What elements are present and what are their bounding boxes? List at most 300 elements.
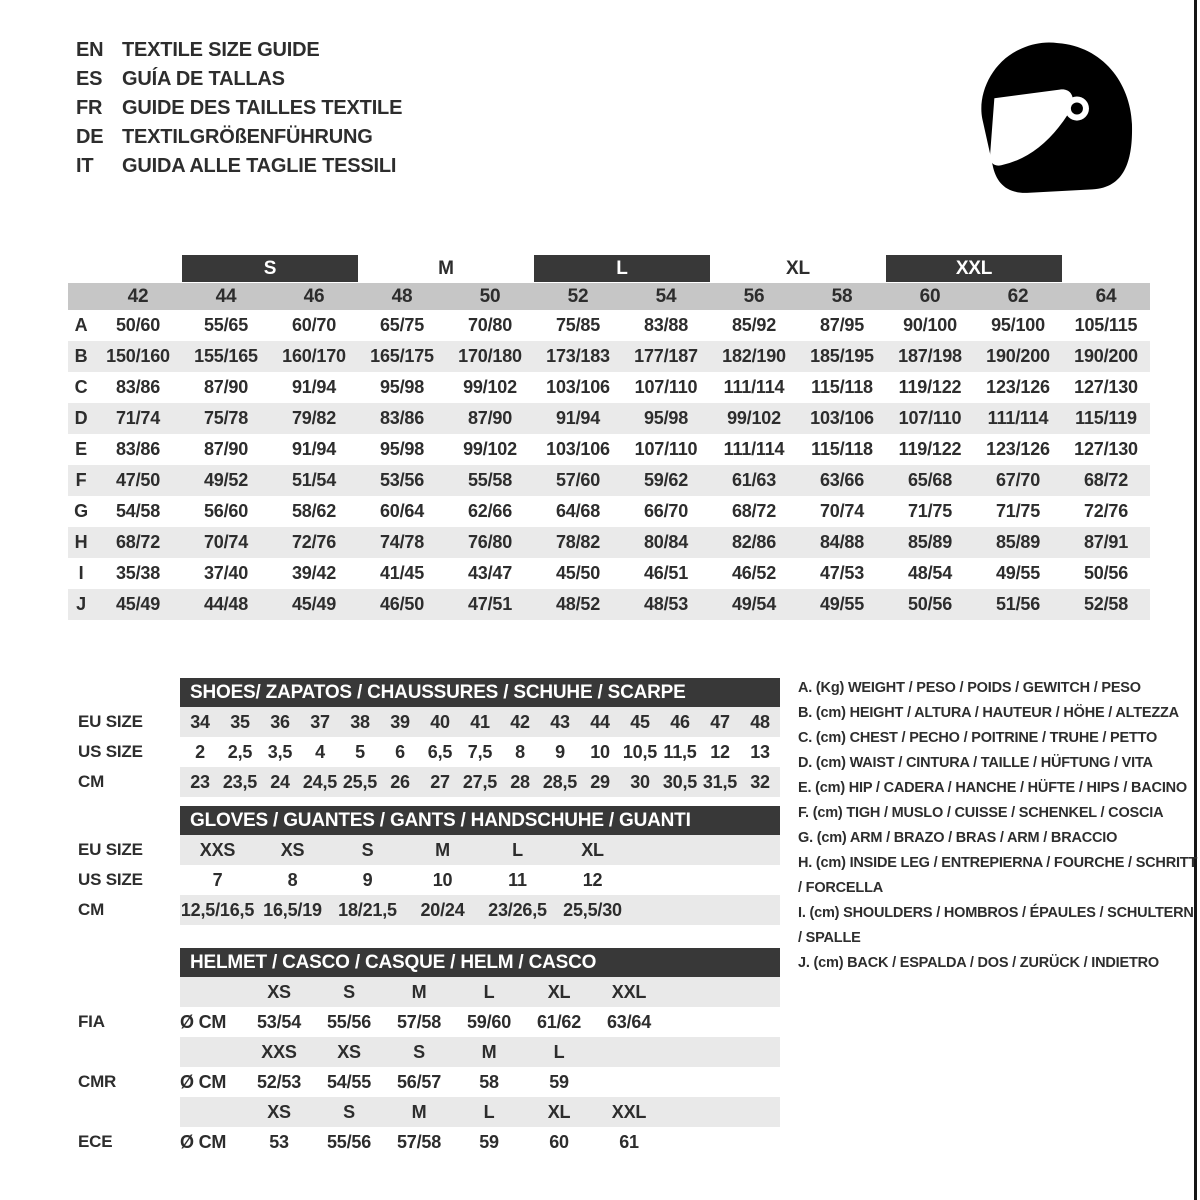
helmet-sizes-row [66,977,782,1007]
gloves-value: XS [280,839,305,860]
helmet-standard-values [180,1127,780,1157]
size-value: 107/110 [634,439,698,459]
helmet-size-spacer [180,977,244,1007]
shoes-value: 28 [510,771,530,792]
shoes-row [66,707,782,737]
measurement-row [68,434,1150,465]
size-band-row [68,255,1150,282]
helmet-size-label: M [481,1041,497,1062]
helmet-standard-row [66,1007,782,1037]
shoes-value: 10 [590,741,610,762]
size-value: 85/89 [907,532,953,552]
helmet-value: 53/54 [256,1011,302,1032]
shoes-value: 3,5 [267,741,293,762]
size-value: 177/187 [634,346,698,366]
size-value: 95/100 [991,315,1045,335]
measurement-row [68,310,1150,341]
helmet-standard-values [180,1007,780,1037]
size-value: 57/60 [555,470,601,490]
shoes-value: 8 [515,741,525,762]
numeric-size: 48 [391,285,413,307]
helmet-value: 53 [269,1131,289,1152]
size-value: 49/54 [731,594,777,614]
size-value: 150/160 [106,346,170,366]
numeric-size: 42 [127,285,149,307]
language-title: GUIDE DES TAILLES TEXTILE [122,97,403,119]
helmet-size-spacer [180,1037,244,1067]
helmet-value: 63/64 [606,1011,652,1032]
size-value: 37/40 [203,563,249,583]
language-code: FR [76,97,103,119]
language-title-list [76,36,402,181]
legend-item: E. (cm) HIP / CADERA / HANCHE / HÜFTE / HIPS / BACINO [798,780,1187,796]
size-value: 49/55 [819,594,865,614]
size-value: 111/114 [723,439,785,459]
size-value: 95/98 [643,408,689,428]
gloves-row-label: US SIZE [78,870,143,889]
measurement-legend [798,676,1200,976]
size-value: 91/94 [291,377,337,397]
shoes-value: 48 [750,711,770,732]
size-value: 71/75 [995,501,1041,521]
gloves-value: 18/21,5 [338,899,397,920]
size-value: 170/180 [458,346,522,366]
size-value: 115/119 [1075,408,1137,428]
gloves-row-values [180,835,780,865]
shoes-value: 11,5 [663,741,697,762]
size-value: 123/126 [986,377,1050,397]
measurement-row [68,465,1150,496]
size-band-s: S [182,255,358,282]
size-value: 173/183 [546,346,610,366]
shoes-value: 10,5 [622,741,658,762]
shoes-value: 30,5 [662,771,698,792]
shoes-value: 24,5 [302,771,338,792]
numeric-size: 56 [743,285,765,307]
language-row [76,152,402,181]
size-value: 46/51 [643,563,689,583]
row-letter: H [74,532,88,552]
row-letter: B [74,346,88,366]
size-value: 190/200 [986,346,1050,366]
diameter-cm-label: Ø CM [180,1071,227,1092]
size-value: 185/195 [810,346,874,366]
helmet-value: 61/62 [536,1011,582,1032]
shoes-value: 23 [190,771,210,792]
shoes-value: 5 [355,741,365,762]
size-value: 45/49 [291,594,337,614]
size-value: 190/200 [1074,346,1138,366]
size-band-l: L [534,255,710,282]
size-value: 83/86 [115,439,161,459]
helmet-row-spacer [66,1097,180,1127]
shoes-value: 6,5 [427,741,453,762]
measurement-row [68,589,1150,620]
shoes-row-label: US SIZE [78,742,143,761]
size-value: 90/100 [903,315,957,335]
legend-item: C. (cm) CHEST / PECHO / POITRINE / TRUHE / PETTO [798,730,1158,746]
size-value: 115/118 [811,377,873,397]
shoes-value: 27,5 [462,771,498,792]
gloves-value: 25,5/30 [563,899,622,920]
shoes-value: 12 [710,741,730,762]
gloves-row [66,895,782,925]
size-value: 91/94 [291,439,337,459]
gloves-row-label: EU SIZE [78,840,143,859]
gloves-section-title: GLOVES / GUANTES / GANTS / HANDSCHUHE / GUANTI [180,806,780,835]
size-value: 48/53 [643,594,689,614]
legend-item: A. (Kg) WEIGHT / PESO / POIDS / GEWITCH / PESO [798,680,1141,696]
shoes-value: 29 [590,771,610,792]
size-value: 91/94 [555,408,601,428]
size-value: 119/122 [898,439,962,459]
helmet-value: 59/60 [466,1011,512,1032]
size-value: 60/64 [379,501,425,521]
size-value: 55/58 [467,470,513,490]
gloves-value: 10 [432,869,453,890]
size-value: 43/47 [467,563,513,583]
size-value: 87/95 [819,315,865,335]
measurement-row [68,527,1150,558]
helmet-sizes-row [66,1097,782,1127]
language-title: GUÍA DE TALLAS [122,68,285,90]
helmet-value: 59 [549,1071,569,1092]
gloves-value: 16,5/19 [263,899,322,920]
shoes-value: 24 [270,771,290,792]
helmet-section-title: HELMET / CASCO / CASQUE / HELM / CASCO [180,948,780,977]
size-value: 60/70 [291,315,337,335]
shoes-row-label: CM [78,772,105,791]
gloves-value: 12 [582,869,603,890]
gloves-value: XL [581,839,604,860]
right-edge-line [1194,0,1197,1200]
size-value: 70/74 [819,501,865,521]
gloves-row-values [180,865,780,895]
shoes-value: 47 [710,711,730,732]
shoes-value: 13 [750,741,770,762]
size-value: 107/110 [634,377,698,397]
language-row [76,123,402,152]
size-value: 115/118 [811,439,873,459]
numeric-size: 64 [1095,285,1117,307]
shoes-value: 26 [390,771,410,792]
gloves-row-values [180,895,780,925]
size-value: 83/86 [115,377,161,397]
numeric-size-spacer [68,283,94,310]
shoes-value: 39 [390,711,410,732]
gloves-value: 20/24 [420,899,465,920]
row-letter: A [74,315,88,335]
helmet-size-label: XS [267,981,291,1002]
helmet-value: 56/57 [396,1071,442,1092]
helmet-size-label: XXL [611,1101,647,1122]
size-value: 75/85 [555,315,601,335]
numeric-size: 46 [303,285,325,307]
size-value: 87/90 [203,377,249,397]
row-letter: C [74,377,88,397]
size-band-m: M [438,257,454,279]
size-value: 61/63 [731,470,777,490]
size-value: 44/48 [203,594,249,614]
numeric-size: 44 [215,285,237,307]
measurement-row [68,341,1150,372]
helmet-value: 57/58 [396,1011,442,1032]
language-title: GUIDA ALLE TAGLIE TESSILI [122,155,397,177]
shoes-value: 23,5 [222,771,258,792]
size-value: 41/45 [379,563,425,583]
size-value: 87/90 [203,439,249,459]
helmet-size-label: L [483,981,495,1002]
size-value: 160/170 [282,346,346,366]
helmet-size-label: L [553,1041,565,1062]
racing-helmet-icon [972,32,1144,204]
shoes-row-values [180,737,780,767]
size-value: 82/86 [731,532,777,552]
size-value: 48/52 [555,594,601,614]
helmet-size-label: L [483,1101,495,1122]
size-value: 71/74 [115,408,161,428]
size-value: 95/98 [379,439,425,459]
size-value: 182/190 [722,346,786,366]
gloves-value: 7 [212,869,223,890]
size-value: 83/88 [643,315,689,335]
language-code: ES [76,68,103,90]
legend-item: H. (cm) INSIDE LEG / ENTREPIERNA / FOURCHE / SCHRITT / FORCELLA [798,855,1198,896]
size-value: 107/110 [898,408,962,428]
size-value: 46/50 [379,594,425,614]
shoes-row [66,767,782,797]
numeric-size: 50 [479,285,501,307]
size-value: 64/68 [555,501,601,521]
gloves-size-section [66,806,782,925]
size-value: 103/106 [810,408,874,428]
size-value: 111/114 [723,377,785,397]
gloves-value: 11 [508,869,527,890]
shoes-value: 27 [430,771,450,792]
measurement-rows [68,310,1150,620]
shoes-value: 36 [270,711,290,732]
helmet-standard-label: ECE [78,1132,113,1151]
shoes-value: 40 [430,711,450,732]
helmet-value: 59 [479,1131,499,1152]
shoes-value: 9 [555,741,565,762]
gloves-value: S [361,839,374,860]
shoes-value: 31,5 [702,771,738,792]
helmet-value: 55/56 [326,1131,372,1152]
helmet-standard-row [66,1067,782,1097]
size-value: 35/38 [115,563,161,583]
size-value: 105/115 [1074,315,1138,335]
size-value: 56/60 [203,501,249,521]
helmet-size-spacer [180,1097,244,1127]
helmet-size-label: S [413,1041,425,1062]
size-value: 99/102 [463,377,517,397]
row-letter: G [74,501,88,521]
row-letter: I [78,563,84,583]
size-value: 47/53 [819,563,865,583]
size-value: 119/122 [898,377,962,397]
size-band-xl: XL [786,257,810,279]
legend-item: F. (cm) TIGH / MUSLO / CUISSE / SCHENKEL / COSCIA [798,805,1164,821]
size-value: 84/88 [819,532,865,552]
size-value: 70/74 [203,532,249,552]
shoes-value: 32 [750,771,770,792]
shoes-row-label: EU SIZE [78,712,143,731]
helmet-standard-label: CMR [78,1072,117,1091]
gloves-row-label: CM [78,900,105,919]
size-value: 127/130 [1074,439,1138,459]
helmet-size-section [66,948,782,1157]
row-letter: J [76,594,86,614]
helmet-size-label: S [343,1101,355,1122]
shoes-value: 42 [510,711,530,732]
size-value: 63/66 [819,470,865,490]
size-value: 72/76 [1083,501,1129,521]
size-value: 50/60 [115,315,161,335]
helmet-size-label: XL [547,981,571,1002]
shoes-value: 34 [190,711,210,732]
language-title: TEXTILE SIZE GUIDE [122,39,320,61]
shoes-value: 45 [630,711,650,732]
shoes-value: 38 [350,711,370,732]
size-value: 49/55 [995,563,1041,583]
shoes-value: 37 [310,711,330,732]
size-value: 62/66 [467,501,513,521]
legend-item: I. (cm) SHOULDERS / HOMBROS / ÉPAULES / SCHULTERN / SPALLE [798,905,1194,946]
size-band-xxl: XXL [886,255,1062,282]
helmet-value: 57/58 [396,1131,442,1152]
size-value: 51/54 [291,470,337,490]
helmet-size-label: XS [267,1101,291,1122]
shoes-row-values [180,767,780,797]
size-value: 78/82 [555,532,601,552]
helmet-value: 55/56 [326,1011,372,1032]
size-value: 45/50 [555,563,601,583]
size-value: 80/84 [643,532,689,552]
size-value: 87/90 [467,408,513,428]
size-value: 66/70 [643,501,689,521]
size-value: 75/78 [203,408,249,428]
helmet-size-label [594,1037,664,1067]
language-title: TEXTILGRÖßENFÜHRUNG [122,126,373,148]
shoes-value: 4 [315,741,325,762]
shoes-value: 35 [230,711,250,732]
numeric-size: 54 [655,285,677,307]
textile-size-table [68,255,1150,620]
size-value: 51/56 [995,594,1041,614]
legend-item: J. (cm) BACK / ESPALDA / DOS / ZURÜCK / INDIETRO [798,955,1159,971]
measurement-row [68,496,1150,527]
measurement-row [68,372,1150,403]
shoes-value: 25,5 [342,771,378,792]
numeric-size-row [68,283,1150,310]
size-value: 68/72 [731,501,777,521]
shoes-value: 44 [590,711,610,732]
size-value: 70/80 [467,315,513,335]
size-value: 50/56 [1083,563,1129,583]
size-value: 71/75 [907,501,953,521]
size-value: 59/62 [643,470,689,490]
size-value: 68/72 [1083,470,1129,490]
size-value: 111/114 [987,408,1049,428]
language-row [76,65,402,94]
size-value: 99/102 [463,439,517,459]
size-value: 39/42 [291,563,337,583]
diameter-cm-label: Ø CM [180,1011,227,1032]
shoes-value: 30 [630,771,650,792]
shoes-value: 2,5 [227,741,253,762]
helmet-value: 60 [549,1131,569,1152]
gloves-value: 8 [287,869,298,890]
helmet-value: 61 [619,1131,639,1152]
helmet-size-label: S [343,981,355,1002]
shoes-value: 46 [670,711,690,732]
shoes-value: 41 [470,711,490,732]
legend-item: B. (cm) HEIGHT / ALTURA / HAUTEUR / HÖHE / ALTEZZA [798,705,1179,721]
size-value: 47/51 [467,594,513,614]
size-value: 54/58 [115,501,161,521]
shoes-section-title: SHOES/ ZAPATOS / CHAUSSURES / SCHUHE / SCARPE [180,678,780,707]
helmet-standard-row [66,1127,782,1157]
gloves-value: 9 [362,869,373,890]
legend-item: D. (cm) WAIST / CINTURA / TAILLE / HÜFTUNG / VITA [798,755,1153,771]
helmet-size-label: M [411,1101,427,1122]
size-value: 99/102 [727,408,781,428]
language-code: EN [76,39,104,61]
shoes-row-values [180,707,780,737]
size-value: 187/198 [898,346,962,366]
size-value: 45/49 [115,594,161,614]
size-value: 103/106 [546,439,610,459]
size-value: 58/62 [291,501,337,521]
size-value: 74/78 [379,532,425,552]
shoes-value: 2 [195,741,205,762]
numeric-size: 62 [1007,285,1029,307]
shoes-size-section [66,678,782,797]
numeric-size: 58 [831,285,853,307]
row-letter: F [75,470,87,490]
helmet-size-label: XL [547,1101,571,1122]
helmet-standard-values [180,1067,780,1097]
helmet-sizes-row [66,1037,782,1067]
size-value: 55/65 [203,315,249,335]
size-value: 50/56 [907,594,953,614]
size-value: 85/89 [995,532,1041,552]
shoes-value: 7,5 [467,741,493,762]
gloves-value: XXS [199,839,236,860]
size-value: 103/106 [546,377,610,397]
size-value: 48/54 [907,563,953,583]
shoes-value: 43 [550,711,570,732]
helmet-row-spacer [66,977,180,1007]
size-value: 49/52 [203,470,249,490]
measurement-row [68,403,1150,434]
size-value: 65/75 [379,315,425,335]
helmet-value: 58 [479,1071,499,1092]
size-value: 46/52 [731,563,777,583]
gloves-value: 12,5/16,5 [180,899,255,920]
size-value: 85/92 [731,315,777,335]
size-value: 53/56 [379,470,425,490]
helmet-sizes [180,977,780,1007]
helmet-value: 54/55 [326,1071,372,1092]
row-letter: D [74,408,88,428]
size-value: 83/86 [379,408,425,428]
numeric-size: 60 [919,285,941,307]
size-value: 155/165 [194,346,258,366]
gloves-row [66,835,782,865]
helmet-size-label: XXS [261,1041,297,1062]
